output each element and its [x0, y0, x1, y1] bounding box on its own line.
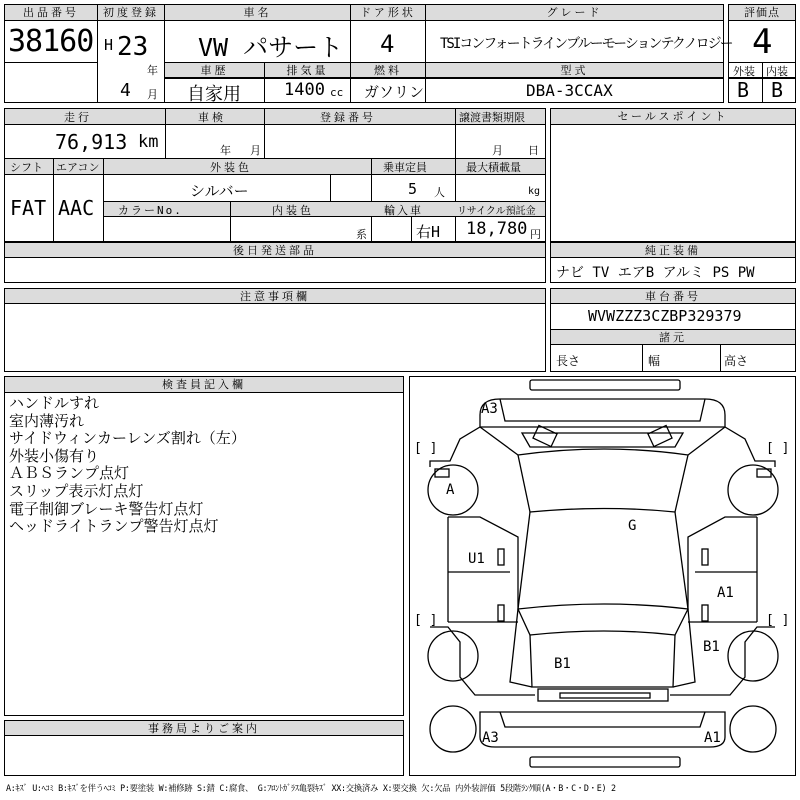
aircon-value: AAC: [58, 196, 95, 220]
capacity-unit: 人: [434, 186, 445, 199]
damage-mark: B1: [703, 639, 720, 655]
history-value: 自家用: [187, 84, 241, 105]
legend-text: A:ｷｽﾞ U:ﾍｺﾐ B:ｷｽﾞを伴うﾍｺﾐ P:要塗装 W:補修跡 S:錆 C:腐食、 G:ﾌﾛﾝﾄｶﾞﾗｽ亀裂ｷｽﾞ XX:交換済み X:要交換 欠:欠品 内外装評価 5段階ﾗﾝｸ順(A・B・C・D・E) 2: [6, 783, 616, 793]
damage-mark: B1: [554, 656, 571, 672]
history-label: 車歴: [165, 63, 264, 78]
left-rear-bracket-mark: [ ]: [414, 613, 438, 628]
grade-value: TSIコンフォートラインブルーモーションテクノロジー: [440, 36, 732, 52]
fuel-label: 燃料: [351, 63, 425, 78]
damage-mark: G: [628, 518, 637, 534]
lot-number: 38160: [8, 24, 94, 59]
inspector-line: ヘッドライトランプ警告灯点灯: [9, 517, 219, 536]
inspection-label: 車検: [198, 111, 226, 124]
era-mark: H: [104, 36, 114, 54]
displacement-label: 排気量: [265, 63, 350, 78]
equipment-value: ナビ TV エアB アルミ PS PW: [556, 265, 755, 281]
import-label: 輸入車: [384, 204, 423, 217]
mileage-label: 走行: [64, 111, 92, 124]
damage-mark: A: [446, 482, 455, 498]
length-label: 長さ: [556, 354, 581, 368]
doors-value: 4: [380, 30, 395, 58]
exterior-color-value: シルバー: [190, 182, 249, 200]
displacement-unit: cc: [330, 86, 344, 99]
interior-color-label: 内装色: [272, 204, 314, 217]
notes-label: 注意事項欄: [5, 289, 545, 304]
right-rear-bracket-mark: [ ]: [766, 613, 790, 628]
recycle-value: 18,780: [466, 219, 528, 239]
vin-label: 車台番号: [551, 289, 795, 304]
width-label: 幅: [648, 354, 661, 368]
transfer-docs-label: 譲渡書類期限: [459, 111, 525, 124]
shift-value: FAT: [10, 196, 47, 220]
mileage-unit: km: [138, 132, 159, 152]
damage-mark: U1: [468, 551, 485, 567]
registration-month: 4: [120, 80, 131, 101]
displacement-value: 1400: [284, 80, 325, 100]
interior-score-label: 内装: [766, 65, 788, 78]
inspection-year-unit: 年: [220, 144, 231, 157]
capacity-value: 5: [408, 180, 418, 198]
inspector-line: 室内薄汚れ: [9, 411, 85, 430]
inspector-line: ハンドルすれ: [9, 394, 100, 412]
recycle-label: リサイクル預託金: [457, 206, 536, 217]
equipment-label: 純正装備: [551, 243, 795, 258]
lot-label: 出品番号: [5, 5, 97, 21]
doors-label: ドア形状: [351, 5, 425, 21]
model-code-label: 型式: [426, 63, 723, 78]
later-parts-label: 後日発送部品: [5, 243, 545, 258]
car-name-label: 車名: [165, 5, 350, 21]
first-registration-label: 初度登録: [98, 5, 164, 21]
shift-label: シフト: [10, 161, 43, 174]
vin-value: WVWZZZ3CZBP329379: [588, 307, 742, 325]
transfer-month-unit: 月: [492, 144, 503, 157]
score-label: 評価点: [729, 5, 795, 21]
max-load-label: 最大積載量: [466, 161, 521, 174]
exterior-score-label: 外装: [733, 65, 755, 78]
inspector-label: 検査員記入欄: [5, 377, 403, 393]
interior-score: B: [771, 78, 784, 102]
year-unit: 年: [147, 64, 158, 77]
exterior-score: B: [737, 78, 750, 102]
car-diagram-box: [409, 376, 796, 776]
score-value: 4: [752, 22, 773, 62]
aircon-label: エアコン: [56, 161, 100, 174]
dimensions-label: 諸元: [551, 330, 795, 345]
month-unit: 月: [147, 88, 158, 101]
transfer-day-unit: 日: [528, 144, 539, 157]
damage-mark: A1: [717, 585, 734, 601]
damage-mark: A1: [704, 730, 721, 746]
mileage-value: 76,913: [55, 130, 128, 154]
inspector-line: ＡＢＳランプ点灯: [9, 464, 130, 483]
registration-number-label: 登録番号: [320, 111, 376, 124]
capacity-label: 乗車定員: [383, 161, 427, 174]
damage-mark: A3: [481, 401, 498, 417]
right-bracket-mark: [ ]: [766, 441, 790, 456]
interior-color-suffix: 系: [356, 228, 367, 241]
inspector-line: スリップ表示灯点灯: [9, 481, 144, 500]
car-body-diagram: [410, 377, 795, 775]
sales-point-label: セールスポイント: [551, 109, 795, 125]
import-value: 右H: [416, 223, 441, 241]
inspector-line: 外装小傷有り: [9, 446, 100, 465]
office-notice-label: 事務局よりご案内: [5, 721, 403, 736]
fuel-value: ガソリン: [364, 83, 425, 101]
inspector-notes: [9, 395, 246, 536]
inspector-line: 電子制御ブレーキ警告灯点灯: [9, 499, 204, 518]
color-no-label: カラーNo.: [118, 204, 183, 217]
sales-point-box: [550, 108, 796, 242]
exterior-color-label: 外装色: [210, 161, 252, 174]
vehicle-info-block: [4, 108, 546, 242]
max-load-unit: kg: [528, 186, 541, 197]
inspector-line: サイドウィンカーレンズ割れ（左）: [9, 429, 246, 448]
model-code: DBA-3CCAX: [526, 81, 613, 100]
height-label: 高さ: [724, 354, 749, 368]
inspection-month-unit: 月: [250, 144, 261, 157]
recycle-unit: 円: [530, 228, 541, 241]
grade-label: グレード: [426, 5, 723, 21]
left-bracket-mark: [ ]: [414, 441, 438, 456]
damage-mark: A3: [482, 730, 499, 746]
car-name: VW パサート: [198, 33, 344, 62]
registration-year: 23: [117, 32, 149, 62]
